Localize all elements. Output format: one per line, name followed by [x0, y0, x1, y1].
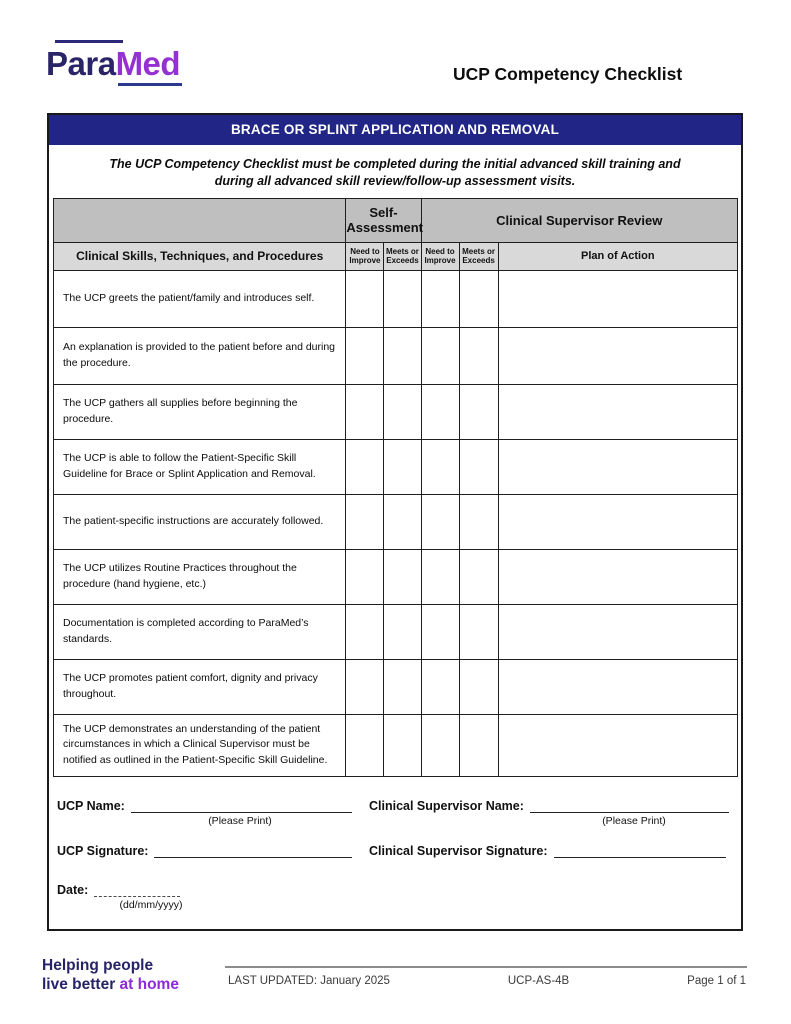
- self-need-improve-cell[interactable]: [346, 604, 384, 659]
- group-header-blank: [54, 198, 346, 242]
- footer-meta: [228, 975, 746, 987]
- skill-text: The UCP utilizes Routine Practices throughout the procedure (hand hygiene, etc.): [54, 549, 346, 604]
- column-header-self-need-to-improve: Need to Improve: [346, 242, 384, 270]
- date-line[interactable]: [94, 883, 180, 897]
- column-header-self-meets-or-exceeds: Meets or Exceeds: [384, 242, 421, 270]
- supervisor-meets-exceeds-cell[interactable]: [459, 439, 498, 494]
- ucp-name-label: UCP Name:: [57, 798, 125, 813]
- date-format-hint: (dd/mm/yyyy): [119, 898, 183, 911]
- supervisor-name-label: Clinical Supervisor Name:: [369, 798, 524, 813]
- supervisor-need-improve-cell[interactable]: [421, 659, 459, 714]
- table-row: [54, 270, 738, 327]
- table-group-header-row: [54, 198, 738, 242]
- skill-text: The UCP demonstrates an understanding of the patient circumstances in which a Clinical Supervisor must be notified as outlined in the Patient-Specific Skill Guideline.: [54, 714, 346, 776]
- skill-text: The UCP promotes patient comfort, dignity and privacy throughout.: [54, 659, 346, 714]
- self-need-improve-cell[interactable]: [346, 327, 384, 384]
- supervisor-need-improve-cell[interactable]: [421, 439, 459, 494]
- column-header-plan-of-action: Plan of Action: [498, 242, 737, 270]
- supervisor-need-improve-cell[interactable]: [421, 384, 459, 439]
- self-need-improve-cell[interactable]: [346, 494, 384, 549]
- supervisor-need-improve-cell[interactable]: [421, 604, 459, 659]
- supervisor-meets-exceeds-cell[interactable]: [459, 270, 498, 327]
- skill-text: Documentation is completed according to ParaMed’s standards.: [54, 604, 346, 659]
- self-meets-exceeds-cell[interactable]: [384, 714, 421, 776]
- column-header-supervisor-meets-or-exceeds: Meets or Exceeds: [459, 242, 498, 270]
- footer-divider: [225, 966, 747, 968]
- table-column-header-row: [54, 242, 738, 270]
- table-row: [54, 659, 738, 714]
- paramed-logo: [46, 40, 182, 86]
- ucp-name-line[interactable]: [131, 798, 352, 813]
- self-need-improve-cell[interactable]: [346, 659, 384, 714]
- date-row: [57, 883, 731, 911]
- self-meets-exceeds-cell[interactable]: [384, 604, 421, 659]
- plan-of-action-cell[interactable]: [498, 439, 737, 494]
- tagline-line-2: live better at home: [42, 976, 179, 994]
- supervisor-meets-exceeds-cell[interactable]: [459, 604, 498, 659]
- footer-last-updated: LAST UPDATED: January 2025: [228, 975, 390, 987]
- skill-text: The UCP gathers all supplies before beginning the procedure.: [54, 384, 346, 439]
- column-header-skills: Clinical Skills, Techniques, and Procedures: [54, 242, 346, 270]
- name-row: [57, 798, 731, 827]
- supervisor-signature-line[interactable]: [554, 843, 726, 858]
- supervisor-meets-exceeds-cell[interactable]: [459, 549, 498, 604]
- date-label: Date:: [57, 882, 89, 897]
- footer-doc-code: UCP-AS-4B: [507, 975, 570, 987]
- footer-page-number: Page 1 of 1: [687, 975, 746, 987]
- supervisor-meets-exceeds-cell[interactable]: [459, 659, 498, 714]
- group-header-self-assessment: Self-Assessment: [346, 198, 421, 242]
- competency-table: [53, 198, 738, 777]
- self-need-improve-cell[interactable]: [346, 384, 384, 439]
- logo-top-bar: [55, 40, 123, 43]
- self-meets-exceeds-cell[interactable]: [384, 327, 421, 384]
- supervisor-need-improve-cell[interactable]: [421, 327, 459, 384]
- self-meets-exceeds-cell[interactable]: [384, 270, 421, 327]
- supervisor-meets-exceeds-cell[interactable]: [459, 327, 498, 384]
- table-row: [54, 604, 738, 659]
- skill-text: The UCP greets the patient/family and introduces self.: [54, 270, 346, 327]
- table-row: [54, 439, 738, 494]
- supervisor-meets-exceeds-cell[interactable]: [459, 384, 498, 439]
- supervisor-signature-label: Clinical Supervisor Signature:: [369, 843, 548, 858]
- ucp-signature-label: UCP Signature:: [57, 843, 149, 858]
- instruction-line-1: The UCP Competency Checklist must be completed during the initial advanced skill training and: [109, 157, 681, 171]
- self-meets-exceeds-cell[interactable]: [384, 439, 421, 494]
- supervisor-need-improve-cell[interactable]: [421, 549, 459, 604]
- signature-row: [57, 843, 731, 858]
- table-row: [54, 384, 738, 439]
- column-header-supervisor-need-to-improve: Need to Improve: [421, 242, 459, 270]
- self-need-improve-cell[interactable]: [346, 714, 384, 776]
- self-need-improve-cell[interactable]: [346, 270, 384, 327]
- supervisor-name-please-print: (Please Print): [602, 814, 666, 827]
- instruction-line-2: during all advanced skill review/follow-up assessment visits.: [214, 173, 576, 188]
- plan-of-action-cell[interactable]: [498, 384, 737, 439]
- plan-of-action-cell[interactable]: [498, 659, 737, 714]
- skill-text: The patient-specific instructions are accurately followed.: [54, 494, 346, 549]
- form-banner-title: BRACE OR SPLINT APPLICATION AND REMOVAL: [49, 115, 741, 145]
- skill-text: An explanation is provided to the patient before and during the procedure.: [54, 327, 346, 384]
- ucp-signature-line[interactable]: [154, 843, 352, 858]
- page-title: UCP Competency Checklist: [453, 64, 683, 84]
- table-row: [54, 714, 738, 776]
- signature-section: [49, 777, 741, 911]
- supervisor-name-line[interactable]: [530, 798, 729, 813]
- tagline-line-1: Helping people: [42, 957, 154, 974]
- plan-of-action-cell[interactable]: [498, 604, 737, 659]
- supervisor-meets-exceeds-cell[interactable]: [459, 714, 498, 776]
- plan-of-action-cell[interactable]: [498, 714, 737, 776]
- logo-text-para: Para: [46, 45, 116, 82]
- brand-tagline: [42, 956, 179, 995]
- instruction-text: [49, 156, 741, 190]
- ucp-name-please-print: (Please Print): [208, 814, 272, 827]
- self-need-improve-cell[interactable]: [346, 439, 384, 494]
- self-meets-exceeds-cell[interactable]: [384, 384, 421, 439]
- supervisor-need-improve-cell[interactable]: [421, 270, 459, 327]
- skill-text: The UCP is able to follow the Patient-Specific Skill Guideline for Brace or Splint Application and Removal.: [54, 439, 346, 494]
- table-row: [54, 549, 738, 604]
- supervisor-need-improve-cell[interactable]: [421, 494, 459, 549]
- supervisor-need-improve-cell[interactable]: [421, 714, 459, 776]
- logo-text-med: Med: [115, 45, 181, 82]
- plan-of-action-cell[interactable]: [498, 549, 737, 604]
- tagline-at-home: at home: [119, 976, 179, 994]
- table-row: [54, 494, 738, 549]
- self-meets-exceeds-cell[interactable]: [384, 494, 421, 549]
- supervisor-meets-exceeds-cell[interactable]: [459, 494, 498, 549]
- form-container: [47, 113, 743, 931]
- logo-bottom-bar: [118, 83, 182, 86]
- self-meets-exceeds-cell[interactable]: [384, 659, 421, 714]
- plan-of-action-cell[interactable]: [498, 327, 737, 384]
- plan-of-action-cell[interactable]: [498, 270, 737, 327]
- self-need-improve-cell[interactable]: [346, 549, 384, 604]
- plan-of-action-cell[interactable]: [498, 494, 737, 549]
- group-header-clinical-supervisor-review: Clinical Supervisor Review: [421, 198, 738, 242]
- self-meets-exceeds-cell[interactable]: [384, 549, 421, 604]
- table-row: [54, 327, 738, 384]
